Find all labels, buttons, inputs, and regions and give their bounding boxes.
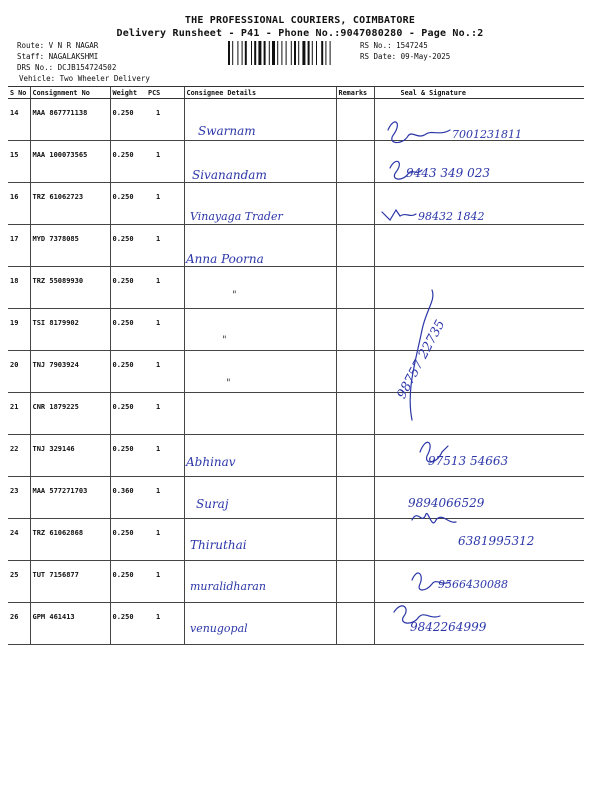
- table-row: [8, 393, 584, 435]
- table-row: [8, 183, 584, 225]
- handwritten-consignee: Abhinav: [186, 455, 236, 469]
- row-consignment-no: TSI 8179902: [30, 309, 110, 351]
- row-pcs: 1: [146, 603, 184, 645]
- handwritten-phone: 7001231811: [452, 128, 522, 141]
- handwritten-consignee: Vinayaga Trader: [190, 210, 283, 223]
- row-consignee-cell: [184, 267, 336, 309]
- row-remarks-cell: [336, 183, 374, 225]
- handwritten-consignee: Swarnam: [198, 124, 256, 138]
- row-consignment-no: TRZ 61062723: [30, 183, 110, 225]
- handwritten-phone: 97513 54663: [428, 454, 509, 468]
- row-sno: 15: [8, 141, 30, 183]
- row-pcs: 1: [146, 267, 184, 309]
- row-sno: 26: [8, 603, 30, 645]
- runsheet-table: [8, 86, 584, 645]
- row-consignment-no: MAA 100073565: [30, 141, 110, 183]
- row-consignment-no: TUT 7156877: [30, 561, 110, 603]
- row-remarks-cell: [336, 309, 374, 351]
- company-title: THE PROFESSIONAL COURIERS, COIMBATORE: [184, 15, 416, 26]
- table-row: [8, 603, 584, 645]
- runsheet-subtitle: Delivery Runsheet - P41 - Phone No.:9047080280 - Page No.:2: [116, 28, 484, 39]
- row-sno: 25: [8, 561, 30, 603]
- handwritten-phone: 9566430088: [438, 578, 508, 591]
- row-signature-cell: [374, 309, 584, 351]
- row-weight: 0.250: [110, 561, 146, 603]
- col-remarks-header: Remarks: [336, 87, 374, 99]
- row-weight: 0.250: [110, 435, 146, 477]
- row-pcs: 1: [146, 351, 184, 393]
- row-pcs: 1: [146, 435, 184, 477]
- row-consignee-cell: [184, 351, 336, 393]
- row-remarks-cell: [336, 267, 374, 309]
- row-consignee-cell: [184, 309, 336, 351]
- handwritten-phone: 9443 349 023: [406, 166, 490, 180]
- barcode-image: [228, 41, 354, 65]
- row-remarks-cell: [336, 351, 374, 393]
- row-consignment-no: MAA 867771138: [30, 99, 110, 141]
- row-sno: 24: [8, 519, 30, 561]
- row-remarks-cell: [336, 477, 374, 519]
- row-weight: 0.250: [110, 99, 146, 141]
- table-row: [8, 351, 584, 393]
- row-weight: 0.250: [110, 183, 146, 225]
- row-weight: 0.250: [110, 603, 146, 645]
- handwritten-consignee: Anna Poorna: [186, 252, 264, 266]
- table-row: [8, 309, 584, 351]
- row-remarks-cell: [336, 225, 374, 267]
- row-consignment-no: TNJ 329146: [30, 435, 110, 477]
- handwritten-consignee: muralidharan: [190, 580, 266, 593]
- handwritten-vertical-phone: 98757 22735: [394, 317, 449, 402]
- row-pcs: 1: [146, 561, 184, 603]
- rs-number: RS No.: 1547245: [360, 41, 428, 50]
- row-signature-cell: [374, 267, 584, 309]
- drs-label: DRS No.: DCJB154724502: [17, 63, 117, 72]
- row-remarks-cell: [336, 519, 374, 561]
- row-consignment-no: TRZ 55089930: [30, 267, 110, 309]
- row-sno: 20: [8, 351, 30, 393]
- row-consignment-no: TRZ 61062868: [30, 519, 110, 561]
- row-consignment-no: MYD 7378085: [30, 225, 110, 267]
- handwritten-consignee: Thiruthai: [190, 538, 247, 552]
- row-consignment-no: MAA 577271703: [30, 477, 110, 519]
- row-weight: 0.360: [110, 477, 146, 519]
- col-signature-header: Seal & Signature: [374, 87, 584, 99]
- row-consignee-cell: [184, 393, 336, 435]
- staff-label: Staff: NAGALAKSHMI: [17, 52, 99, 61]
- row-pcs: 1: [146, 477, 184, 519]
- col-consignee-header: Consignee Details: [184, 87, 336, 99]
- table-header-row: [8, 87, 584, 99]
- handwritten-phone: 9842264999: [410, 620, 487, 634]
- row-remarks-cell: [336, 141, 374, 183]
- row-weight: 0.250: [110, 393, 146, 435]
- handwritten-consignee: ": [232, 290, 237, 301]
- row-remarks-cell: [336, 561, 374, 603]
- row-consignment-no: CNR 1879225: [30, 393, 110, 435]
- table-row: [8, 141, 584, 183]
- row-sno: 14: [8, 99, 30, 141]
- table-row: [8, 477, 584, 519]
- col-consignment-header: Consignment No: [30, 87, 110, 99]
- row-remarks-cell: [336, 99, 374, 141]
- row-weight: 0.250: [110, 267, 146, 309]
- table-row: [8, 225, 584, 267]
- row-weight: 0.250: [110, 141, 146, 183]
- row-remarks-cell: [336, 603, 374, 645]
- row-sno: 18: [8, 267, 30, 309]
- handwritten-consignee: Suraj: [196, 497, 229, 511]
- col-pcs-header: PCS: [146, 87, 184, 99]
- row-pcs: 1: [146, 99, 184, 141]
- handwritten-phone: 98432 1842: [418, 210, 485, 223]
- col-sno-header: S No: [8, 87, 30, 99]
- row-remarks-cell: [336, 393, 374, 435]
- row-pcs: 1: [146, 309, 184, 351]
- row-sno: 17: [8, 225, 30, 267]
- row-consignment-no: TNJ 7903924: [30, 351, 110, 393]
- row-weight: 0.250: [110, 225, 146, 267]
- handwritten-phone: 6381995312: [458, 534, 535, 548]
- route-label: Route: V N R NAGAR: [17, 41, 99, 50]
- row-sno: 21: [8, 393, 30, 435]
- handwritten-consignee: Sivanandam: [192, 168, 267, 182]
- row-sno: 23: [8, 477, 30, 519]
- handwritten-phone: 9894066529: [408, 496, 485, 510]
- row-consignment-no: GPM 461413: [30, 603, 110, 645]
- row-pcs: 1: [146, 225, 184, 267]
- vehicle-label: Vehicle: Two Wheeler Delivery: [19, 74, 150, 83]
- row-pcs: 1: [146, 393, 184, 435]
- table-row: [8, 267, 584, 309]
- handwritten-consignee: ": [226, 378, 231, 389]
- rs-date: RS Date: 09-May-2025: [360, 52, 451, 61]
- row-sno: 16: [8, 183, 30, 225]
- row-signature-cell: [374, 225, 584, 267]
- handwritten-consignee: ": [222, 335, 227, 346]
- row-pcs: 1: [146, 141, 184, 183]
- row-sno: 19: [8, 309, 30, 351]
- row-sno: 22: [8, 435, 30, 477]
- row-pcs: 1: [146, 519, 184, 561]
- row-weight: 0.250: [110, 519, 146, 561]
- row-weight: 0.250: [110, 309, 146, 351]
- row-pcs: 1: [146, 183, 184, 225]
- row-remarks-cell: [336, 435, 374, 477]
- row-weight: 0.250: [110, 351, 146, 393]
- col-weight-header: Weight: [110, 87, 146, 99]
- handwritten-consignee: venugopal: [190, 622, 248, 635]
